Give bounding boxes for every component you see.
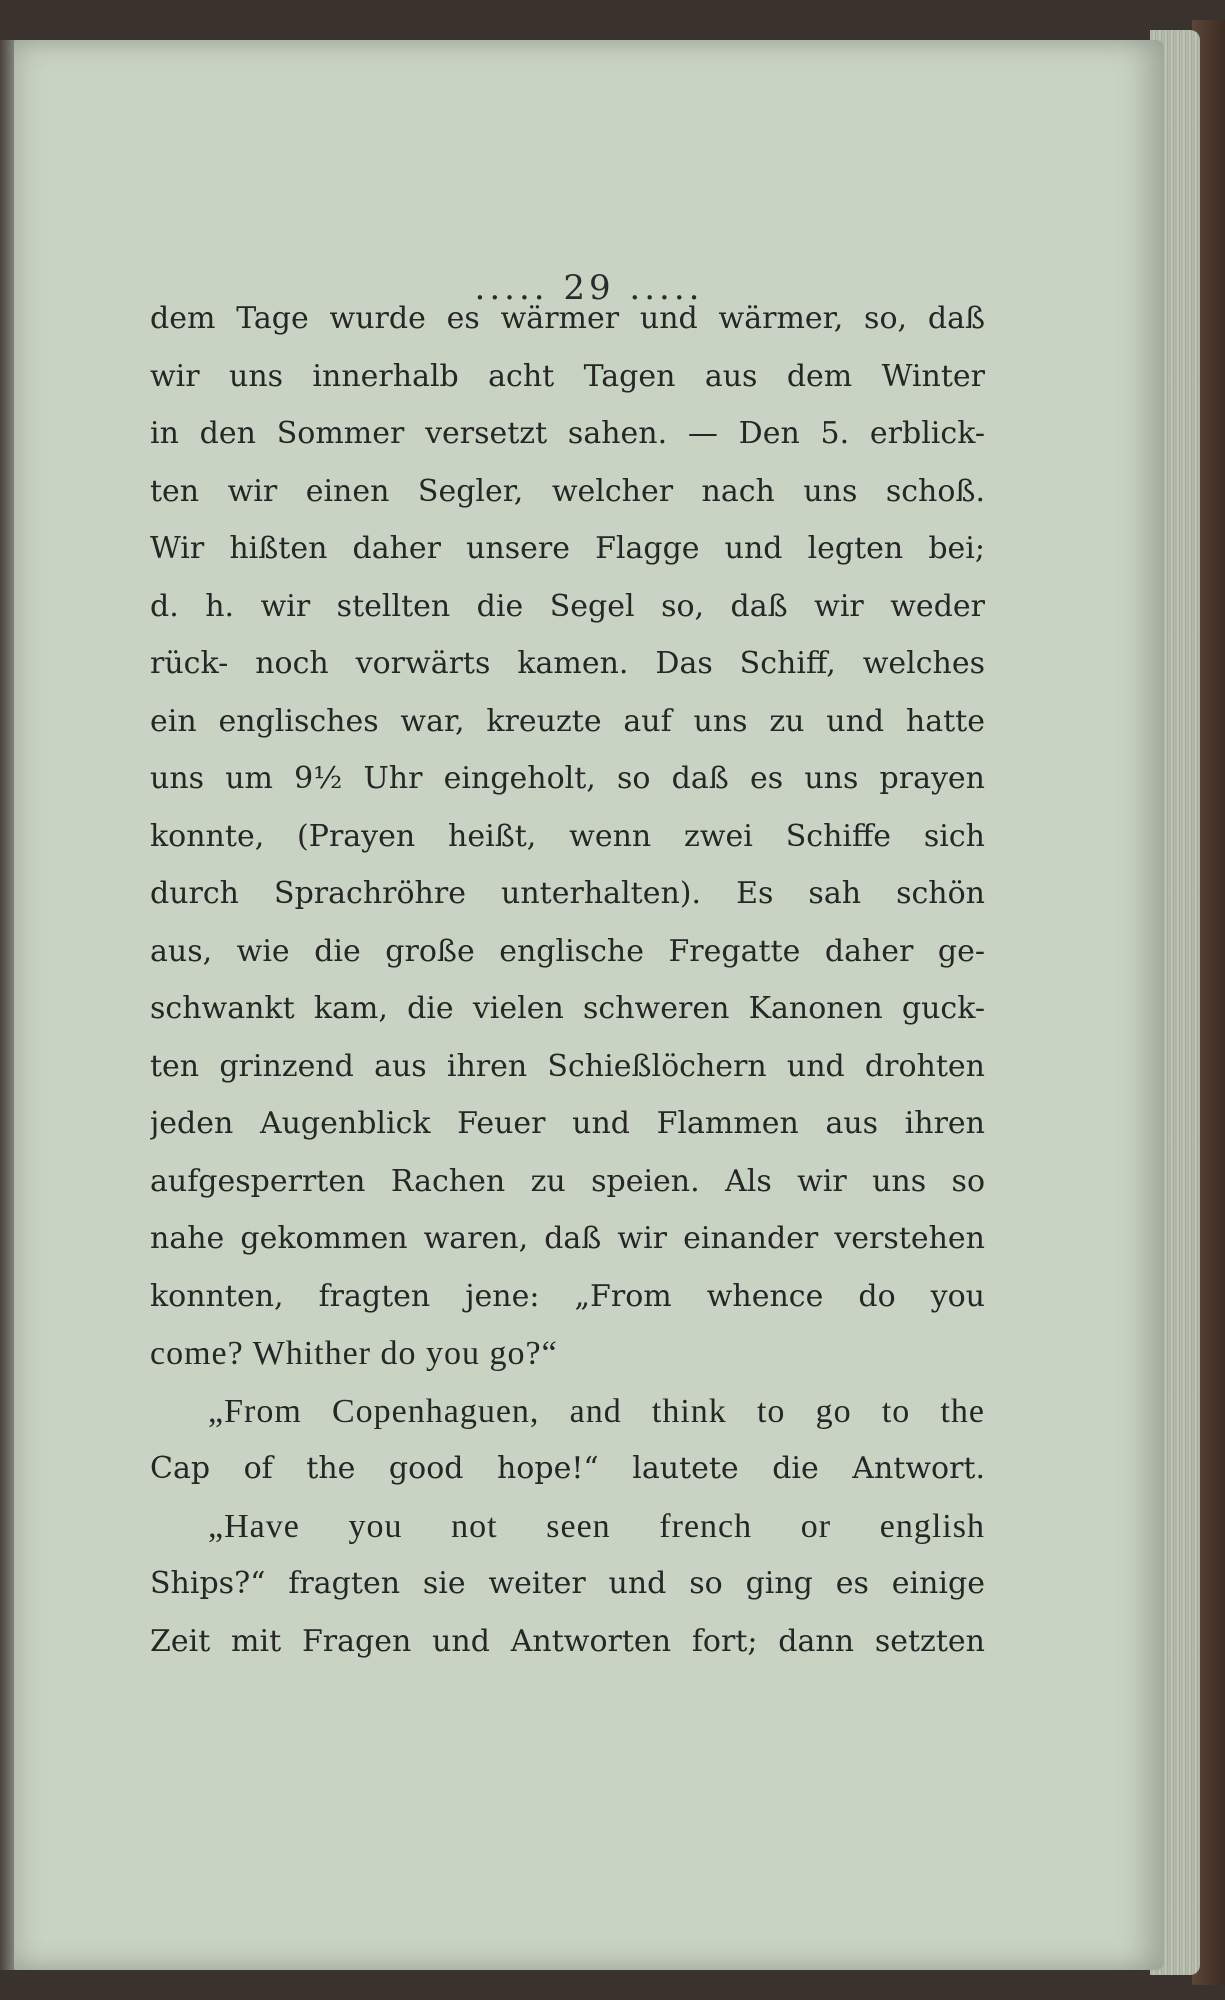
- text-line: aufgesperrten Rachen zu speien. Als wir uns so: [150, 1163, 985, 1199]
- text-line: ten grinzend aus ihren Schießlöchern und drohten: [150, 1048, 985, 1084]
- text-line: „Have you not seen french or english: [208, 1507, 985, 1545]
- text-line: uns um 9½ Uhr eingeholt, so daß es uns prayen: [150, 761, 985, 796]
- text-line: d. h. wir stellten die Segel so, daß wir weder: [150, 588, 985, 624]
- text-line: Ships?“ fragten sie weiter und so ging es einige: [150, 1566, 985, 1601]
- text-line: aus, wie die große englische Fregatte daher ge-: [150, 933, 985, 969]
- text-line: Cap of the good hope!“ lautete die Antwort.: [150, 1451, 985, 1486]
- text-line: ein englisches war, kreuzte auf uns zu und hatte: [150, 703, 985, 739]
- text-line: ten wir einen Segler, welcher nach uns schoß.: [150, 473, 985, 509]
- text-line: jeden Augenblick Feuer und Flammen aus ihren: [150, 1106, 985, 1141]
- page-text: [150, 290, 985, 1670]
- text-line: konnte, (Prayen heißt, wenn zwei Schiffe sich: [150, 818, 985, 854]
- text-line: schwankt kam, die vielen schweren Kanonen guck-: [150, 991, 985, 1026]
- text-line: „From Copenhaguen, and think to go to the: [208, 1392, 985, 1430]
- text-line: konnten, fragten jene: „From whence do you: [150, 1278, 985, 1314]
- page-number-header: ..... 29 .....: [474, 268, 704, 308]
- text-line: Zeit mit Fragen und Antworten fort; dann setzten: [150, 1623, 985, 1659]
- text-line: dem Tage wurde es wärmer und wärmer, so, daß: [150, 301, 985, 336]
- text-line: nahe gekommen waren, daß wir einander verstehen: [150, 1221, 985, 1256]
- text-line: rück- noch vorwärts kamen. Das Schiff, welches: [150, 646, 985, 681]
- text-line: durch Sprachröhre unterhalten). Es sah schön: [150, 876, 985, 911]
- text-line: come? Whither do you go?“: [150, 1335, 558, 1372]
- text-line: in den Sommer versetzt sahen. — Den 5. erblick-: [150, 416, 985, 451]
- text-line: wir uns innerhalb acht Tagen aus dem Winter: [150, 358, 985, 394]
- text-line: Wir hißten daher unsere Flagge und legten bei;: [150, 531, 985, 566]
